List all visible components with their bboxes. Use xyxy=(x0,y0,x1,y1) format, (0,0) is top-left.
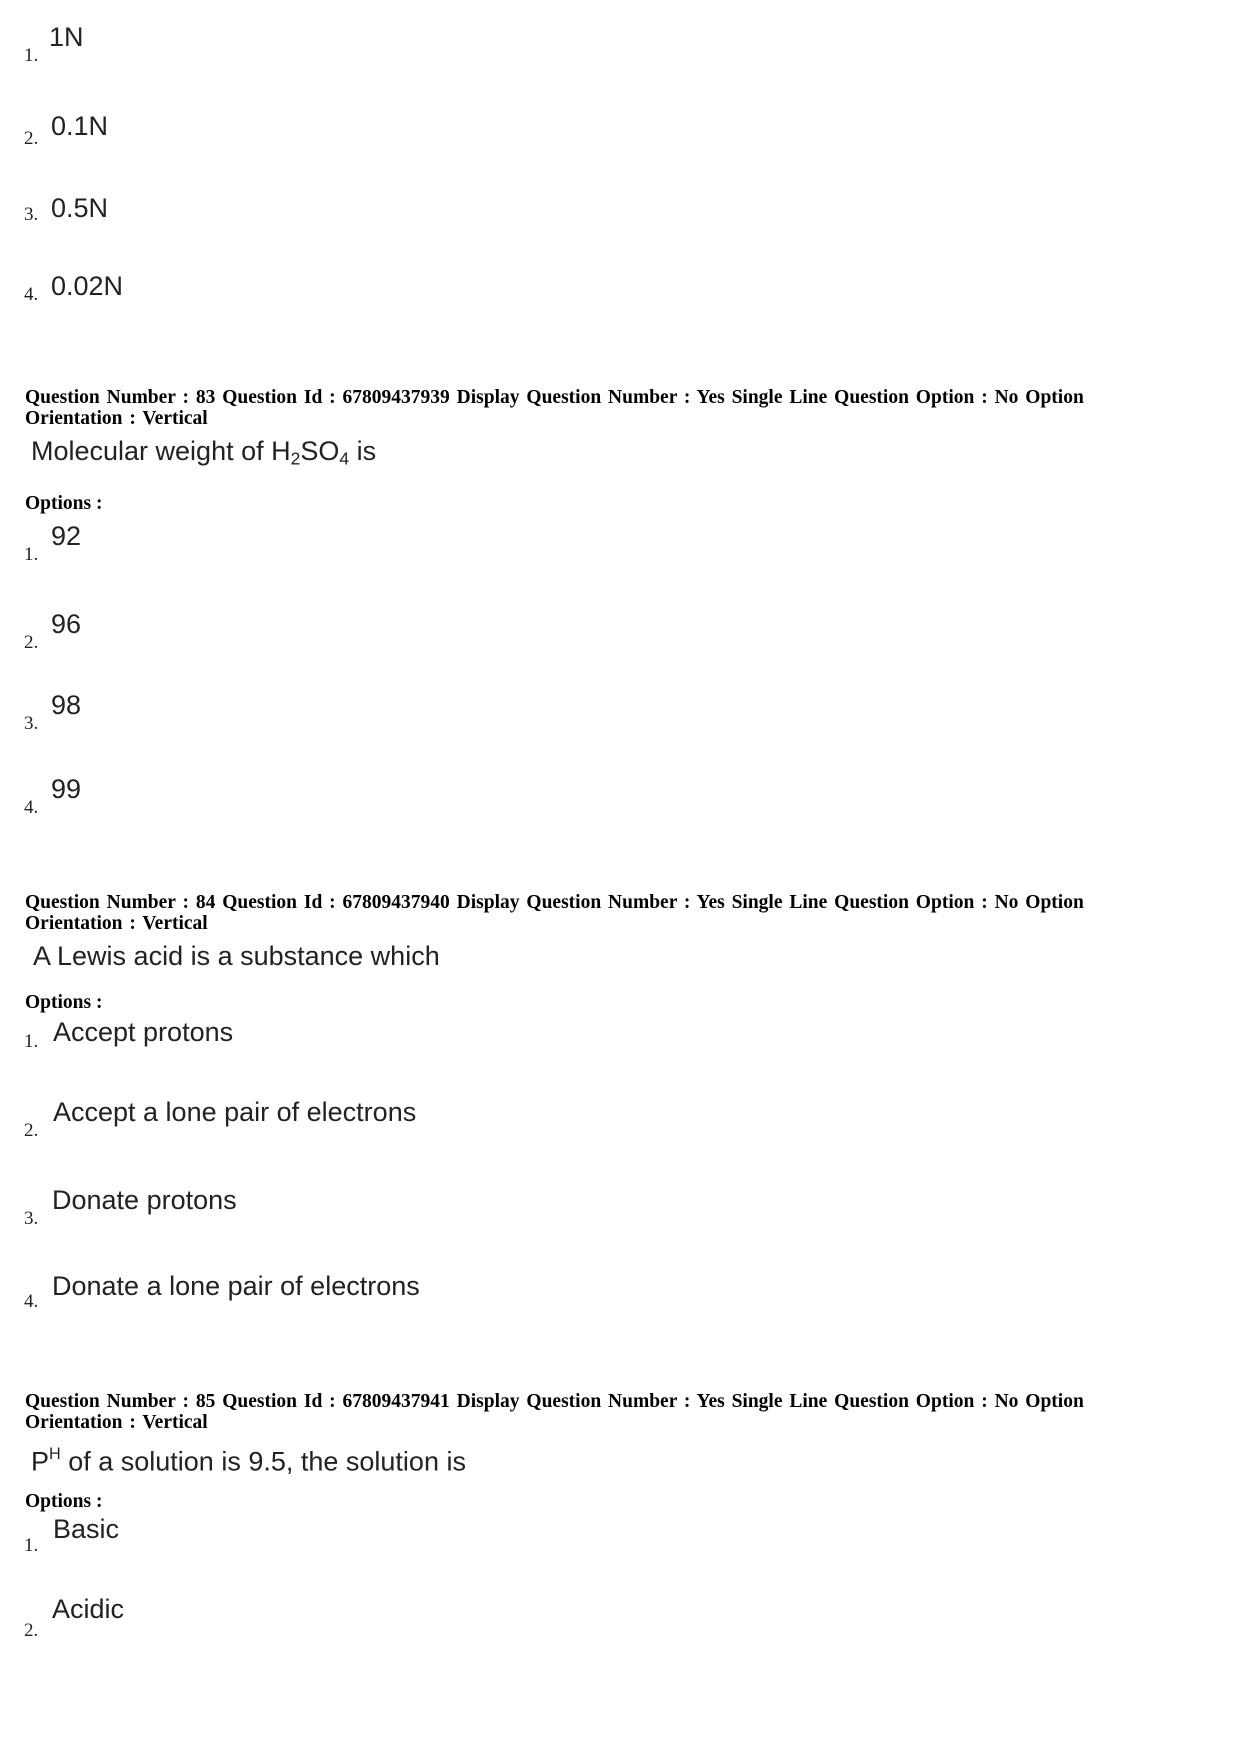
option-text: Basic xyxy=(53,1514,120,1544)
option-text: Accept protons xyxy=(53,1017,234,1047)
option-text: 98 xyxy=(51,690,82,720)
question-meta xyxy=(25,1391,1215,1433)
stem-text: is xyxy=(349,436,377,466)
stem-subscript: 2 xyxy=(290,448,301,469)
option-number: 3. xyxy=(24,204,39,225)
options-label: Options : xyxy=(25,992,103,1013)
question-meta xyxy=(25,892,1215,934)
options-label: Options : xyxy=(25,1491,103,1512)
option-number: 1. xyxy=(24,1031,39,1052)
stem-text: SO xyxy=(300,436,340,466)
option-number: 1. xyxy=(24,45,39,66)
option-text: 92 xyxy=(51,521,82,551)
stem-superscript: H xyxy=(49,1445,61,1463)
stem-text: Molecular weight of H xyxy=(31,436,291,466)
option-text: 1N xyxy=(49,22,84,52)
options-label: Options : xyxy=(25,493,103,514)
option-number: 3. xyxy=(24,1208,39,1229)
question-meta-line: Question Number : 83 Question Id : 67809437939 Display Question Number : Yes Single Line Question Option : No Option xyxy=(25,387,1084,408)
option-text: 0.1N xyxy=(51,111,109,141)
stem-subscript: 4 xyxy=(339,448,350,469)
option-text: Accept a lone pair of electrons xyxy=(53,1097,417,1127)
question-meta-line: Question Number : 84 Question Id : 67809437940 Display Question Number : Yes Single Line Question Option : No Option xyxy=(25,892,1084,913)
option-text: 96 xyxy=(51,609,82,639)
question-stem: A Lewis acid is a substance which xyxy=(33,941,440,971)
option-number: 1. xyxy=(24,1535,39,1556)
option-number: 4. xyxy=(24,797,39,818)
option-number: 4. xyxy=(24,284,39,305)
option-number: 2. xyxy=(24,128,39,149)
option-number: 2. xyxy=(24,1620,39,1641)
question-meta-line: Question Number : 85 Question Id : 67809437941 Display Question Number : Yes Single Line Question Option : No Option xyxy=(25,1391,1084,1412)
option-text: Donate a lone pair of electrons xyxy=(52,1271,420,1301)
question-stem xyxy=(31,436,376,469)
option-text: 99 xyxy=(51,774,82,804)
question-meta xyxy=(25,387,1215,429)
option-number: 4. xyxy=(24,1291,39,1312)
option-number: 1. xyxy=(24,544,39,565)
option-number: 2. xyxy=(24,1120,39,1141)
option-text: Acidic xyxy=(52,1594,125,1624)
option-text: 0.02N xyxy=(51,271,124,301)
question-meta-line: Orientation : Vertical xyxy=(25,913,208,934)
option-text: 0.5N xyxy=(51,193,109,223)
question-meta-line: Orientation : Vertical xyxy=(25,408,208,429)
stem-text: of a solution is 9.5, the solution is xyxy=(60,1446,466,1477)
question-meta-line: Orientation : Vertical xyxy=(25,1412,208,1433)
stem-text: P xyxy=(31,1446,50,1477)
option-number: 2. xyxy=(24,632,39,653)
option-number: 3. xyxy=(24,713,39,734)
question-stem xyxy=(31,1445,466,1477)
option-text: Donate protons xyxy=(52,1185,237,1215)
